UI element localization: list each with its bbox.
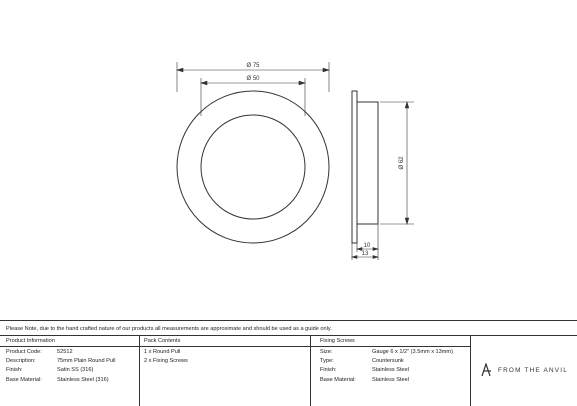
fixing-row: Type: Countersunk	[320, 358, 404, 365]
dim-inner-diameter	[201, 78, 305, 116]
fixing-screws-heading: Fixing Screws	[311, 336, 470, 347]
side-view	[352, 91, 378, 243]
fixing-row: Finish: Stainless Steel	[320, 367, 410, 374]
product-info-row: Finish: Satin SS (316)	[6, 367, 94, 374]
fixing-screws-list	[320, 348, 453, 385]
inner-ring	[201, 115, 305, 219]
pack-item: 2 x Fixing Screws	[144, 358, 188, 365]
dim-height	[380, 102, 414, 224]
column-divider	[470, 336, 471, 406]
outer-ring	[177, 91, 329, 243]
fixing-row: Base Material: Stainless Steel	[320, 376, 410, 383]
dim-depth-total-label: 13	[361, 251, 369, 257]
product-info-heading: Product Information	[0, 336, 139, 347]
product-info-row: Description: 75mm Plain Round Pull	[6, 358, 116, 365]
brand-name: FROM THE ANVIL	[498, 366, 568, 374]
pack-contents-list	[144, 348, 188, 366]
anvil-logo-icon	[480, 363, 492, 377]
pack-contents-heading: Pack Contents	[140, 336, 310, 347]
brand	[480, 362, 568, 378]
pack-item: 1 x Round Pull	[144, 349, 181, 355]
product-info-list	[6, 348, 115, 385]
fixing-row: Size: Gauge 6 x 1/2" (3.5mm x 13mm)	[320, 349, 453, 355]
dim-height-label: Ø 62	[399, 156, 405, 170]
dim-inner-diameter-label: Ø 50	[246, 76, 260, 82]
dim-outer-diameter-label: Ø 75	[246, 63, 260, 69]
measurement-note: Please Note, due to the hand crafted nature of our products all measurements are approximate and should be used as a guide only.	[0, 320, 577, 336]
product-info-row: Base Material: Stainless Steel (316)	[6, 376, 109, 383]
product-info-row: Product Code: 52512	[6, 349, 73, 355]
dim-depth-inner-label: 10	[363, 243, 371, 249]
